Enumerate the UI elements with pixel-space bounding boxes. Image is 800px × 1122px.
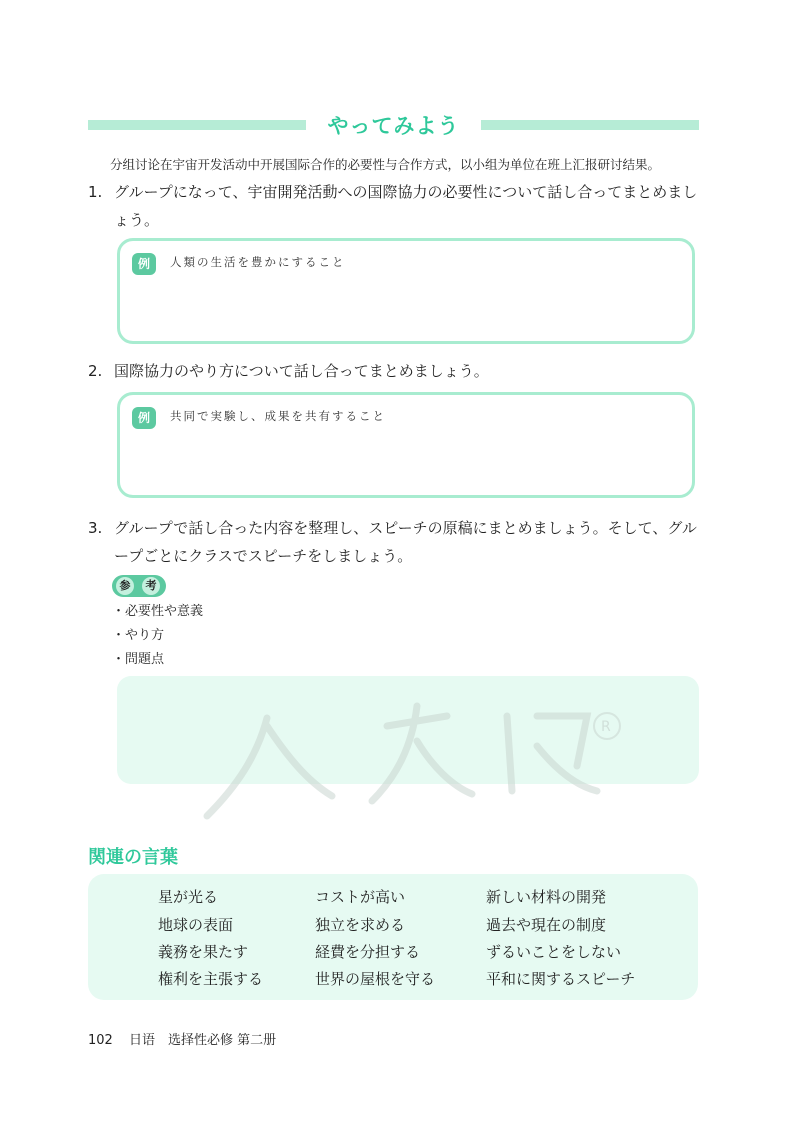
task-2-text: 国際協力のやり方について話し合ってまとめましょう。	[114, 362, 489, 380]
example-badge-2: 例	[132, 407, 156, 429]
reference-item: ・問題点	[112, 652, 165, 667]
related-word: 独立を求める	[315, 916, 406, 934]
header-bar-right	[481, 120, 699, 130]
related-words-title: 関連の言葉	[88, 847, 178, 868]
reference-list	[112, 600, 203, 672]
related-words-box	[88, 874, 698, 1000]
related-word: 過去や現在の制度	[486, 916, 607, 934]
page-number: 102	[88, 1033, 113, 1048]
example-text-2: 共同で実験し、成果を共有すること	[170, 409, 386, 423]
task-2	[88, 357, 708, 385]
book-title: 日语 选择性必修 第二册	[128, 1033, 277, 1048]
related-word: 新しい材料の開発	[486, 888, 607, 906]
related-word: 地球の表面	[158, 916, 234, 934]
reference-label-1: 参	[116, 577, 134, 595]
related-word: 経費を分担する	[315, 943, 421, 961]
related-word: 世界の屋根を守る	[315, 970, 436, 988]
reference-badge	[112, 575, 166, 597]
publisher-watermark	[117, 676, 699, 826]
task-3	[88, 514, 708, 570]
header-bar-left	[88, 120, 306, 130]
example-badge-1: 例	[132, 253, 156, 275]
reference-item: ・やり方	[112, 628, 165, 643]
task-3-text: グループで話し合った内容を整理し、スピーチの原稿にまとめましょう。そして、グループごとにクラスでスピーチをしましょう。	[114, 519, 697, 565]
reference-item: ・必要性や意義	[112, 604, 204, 619]
related-word: 平和に関するスピーチ	[486, 970, 636, 988]
answer-box-2[interactable]	[117, 392, 695, 498]
section-title: やってみよう	[327, 114, 460, 138]
related-word: 星が光る	[158, 888, 219, 906]
task-1-text: グループになって、宇宙開発活動への国際協力の必要性について話し合ってまとめましょう。	[114, 183, 698, 229]
related-word: 権利を主張する	[158, 970, 264, 988]
task-3-number: 3.	[88, 519, 103, 537]
writing-area[interactable]	[117, 676, 699, 784]
chinese-instruction: 分组讨论在宇宙开发活动中开展国际合作的必要性与合作方式，以小组为单位在班上汇报研讨结果。	[110, 157, 661, 172]
page-footer	[88, 1029, 276, 1048]
answer-box-1[interactable]	[117, 238, 695, 344]
task-1-number: 1.	[88, 183, 103, 201]
reference-label-2: 考	[142, 577, 160, 595]
related-word: 義務を果たす	[158, 943, 249, 961]
example-text-1: 人類の生活を豊かにすること	[170, 255, 346, 269]
related-word: ずるいことをしない	[486, 943, 622, 961]
task-1	[88, 178, 708, 234]
svg-text:R: R	[601, 719, 611, 735]
related-word: コストが高い	[315, 888, 406, 906]
task-2-number: 2.	[88, 362, 103, 380]
